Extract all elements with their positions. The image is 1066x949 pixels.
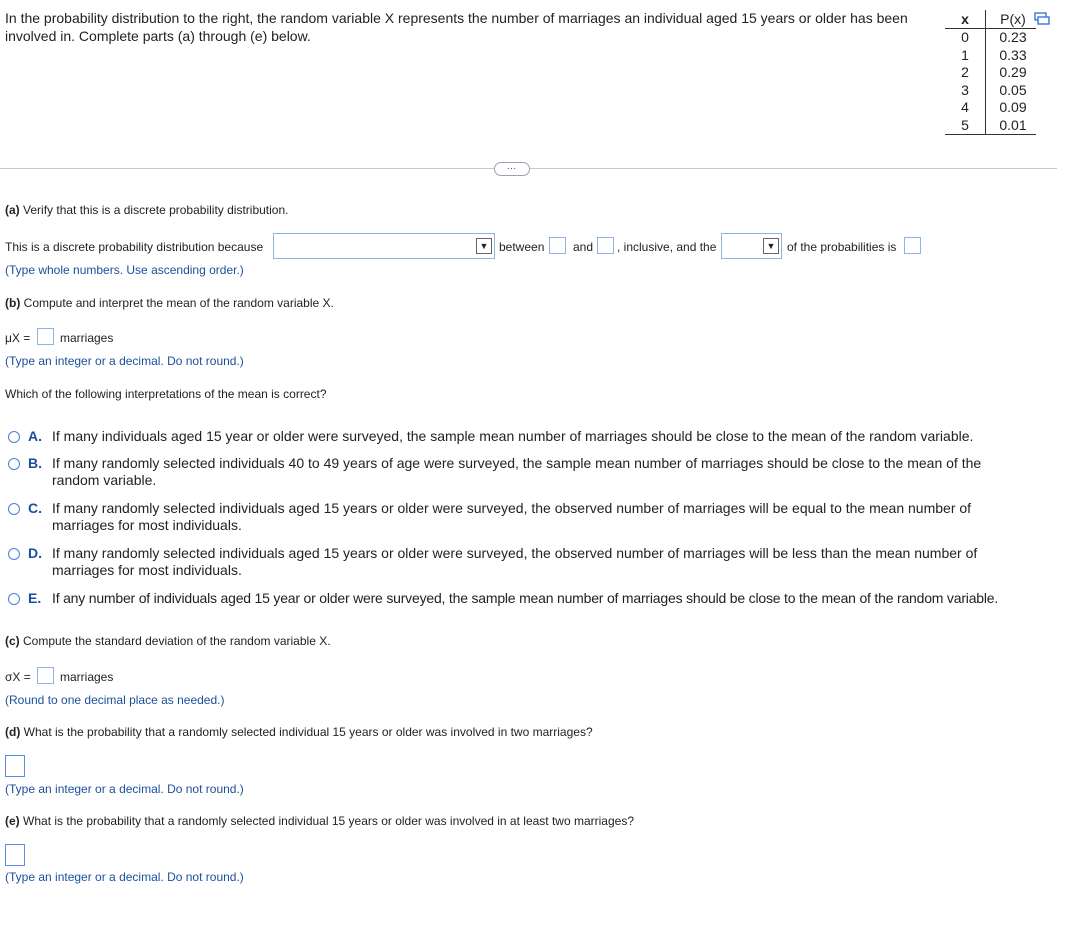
p-cell: 0.05 xyxy=(999,81,1027,98)
part-a-heading: (a) Verify that this is a discrete probability distribution. xyxy=(5,203,289,217)
col-x-header: x xyxy=(945,10,986,29)
dropdown-arrow-icon: ▼ xyxy=(476,238,492,254)
table-row xyxy=(945,117,1036,135)
p-cell: 0.23 xyxy=(999,29,1027,46)
radio-b[interactable] xyxy=(8,458,20,470)
radio-d[interactable] xyxy=(8,548,20,560)
mu-label: μX = xyxy=(5,331,31,345)
p-cell: 0.01 xyxy=(986,117,1037,135)
part-d-heading: (d) What is the probability that a randomly selected individual 15 years or older was involved in two marriages? xyxy=(5,725,593,739)
col-p-header: P(x) xyxy=(986,10,1037,29)
part-e-heading: (e) What is the probability that a randomly selected individual 15 years or older was involved in at least two marriages? xyxy=(5,814,634,828)
prob-at-least-two-input[interactable] xyxy=(5,844,25,866)
table-row xyxy=(945,29,1036,47)
reason-dropdown[interactable] xyxy=(273,233,495,259)
table-row xyxy=(945,99,1036,117)
x-cell: 3 xyxy=(945,82,986,100)
option-text: If many randomly selected individuals 40 to 49 years of age were surveyed, the sample mean number of marriages should be close to the mean of the random variable. xyxy=(52,455,982,488)
radio-c[interactable] xyxy=(8,503,20,515)
expand-more-button[interactable]: … xyxy=(494,162,530,176)
std-dev-unit: marriages xyxy=(60,670,114,684)
inclusive-label: , inclusive, and the xyxy=(617,240,717,254)
mean-input[interactable] xyxy=(37,328,54,345)
table-row xyxy=(945,82,1036,100)
x-cell: 1 xyxy=(945,47,986,65)
mean-unit: marriages xyxy=(60,331,114,345)
of-probabilities-label: of the probabilities is xyxy=(787,240,897,254)
radio-a[interactable] xyxy=(8,431,20,443)
part-a-hint: (Type whole numbers. Use ascending order.) xyxy=(5,263,244,277)
part-d-hint: (Type an integer or a decimal. Do not round.) xyxy=(5,782,244,796)
part-e-heading-text: What is the probability that a randomly selected individual 15 years or older was involved in at least two marriages? xyxy=(23,814,634,828)
probability-table xyxy=(945,10,1036,135)
part-c-hint: (Round to one decimal place as needed.) xyxy=(5,693,225,707)
lower-bound-input[interactable] xyxy=(549,237,566,254)
sigma-label: σX = xyxy=(5,670,31,684)
upper-bound-input[interactable] xyxy=(597,237,614,254)
x-cell: 5 xyxy=(945,117,986,135)
sum-value-input[interactable] xyxy=(904,237,921,254)
part-c-heading-text: Compute the standard deviation of the random variable X. xyxy=(23,634,331,648)
dropdown-arrow-icon: ▼ xyxy=(763,238,779,254)
table-row xyxy=(945,64,1036,82)
part-b-hint: (Type an integer or a decimal. Do not round.) xyxy=(5,354,244,368)
std-dev-input[interactable] xyxy=(37,667,54,684)
part-c-heading: (c) Compute the standard deviation of the random variable X. xyxy=(5,634,331,648)
copy-table-icon[interactable] xyxy=(1034,12,1050,26)
sum-dropdown[interactable] xyxy=(721,233,782,259)
problem-intro: In the probability distribution to the right, the random variable X represents the number of marriages an individual aged 15 years or older has been involved in. Complete parts (a) through (e) below. xyxy=(5,10,908,44)
and-label: and xyxy=(573,240,594,254)
p-cell: 0.29 xyxy=(999,64,1027,81)
option-text: If many individuals aged 15 year or older were surveyed, the sample mean number of marriages should be close to the mean of the random variable. xyxy=(52,428,974,444)
part-a-text-because: This is a discrete probability distribution because xyxy=(5,240,264,254)
part-d-heading-text: What is the probability that a randomly selected individual 15 years or older was involved in two marriages? xyxy=(23,725,593,739)
part-b-heading-text: Compute and interpret the mean of the random variable X. xyxy=(23,296,334,310)
x-cell: 0 xyxy=(945,29,986,47)
radio-e[interactable] xyxy=(8,593,20,605)
option-text: If any number of individuals aged 15 year or older were surveyed, the sample mean number of marriages should be close to the mean of the random variable. xyxy=(52,590,999,606)
part-b-heading: (b) Compute and interpret the mean of the random variable X. xyxy=(5,296,334,310)
table-row xyxy=(945,47,1036,65)
x-cell: 4 xyxy=(945,99,986,117)
p-cell: 0.09 xyxy=(999,99,1027,116)
option-text: If many randomly selected individuals aged 15 years or older were surveyed, the observed number of marriages will be equal to the mean number of marriages for most individuals. xyxy=(52,500,972,533)
part-a-heading-text: Verify that this is a discrete probability distribution. xyxy=(23,203,289,217)
p-cell: 0.33 xyxy=(999,46,1027,63)
part-e-hint: (Type an integer or a decimal. Do not round.) xyxy=(5,870,244,884)
option-text: If many randomly selected individuals aged 15 years or older were surveyed, the observed number of marriages will be less than the mean number of marriages for most individuals. xyxy=(52,545,978,578)
between-label: between xyxy=(499,240,545,254)
prob-two-input[interactable] xyxy=(5,755,25,777)
x-cell: 2 xyxy=(945,64,986,82)
interpretation-question: Which of the following interpretations of the mean is correct? xyxy=(5,387,327,401)
